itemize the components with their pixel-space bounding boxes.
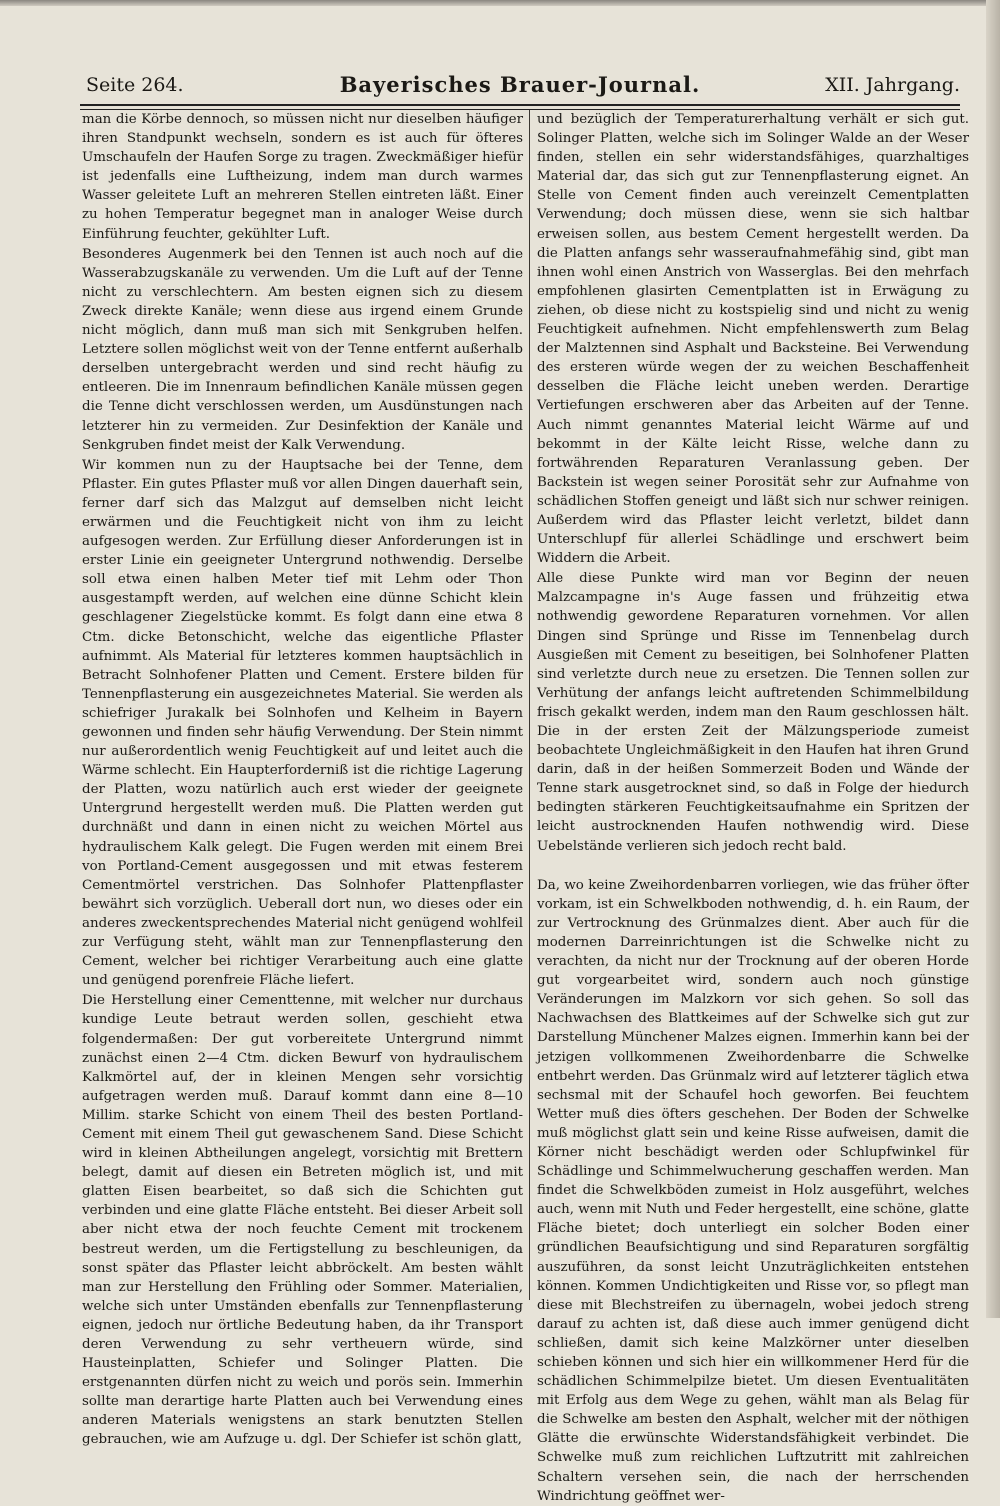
paragraph: und bezüglich der Temperaturerhaltung verhält er sich gut. Solinger Platten, welche sich im Solinger Walde an der Weser finden, stellen ein sehr widerstandsfähiges, quarzhaltiges Material dar, das sich gut zur Tennenpflasterung eignet. An Stelle von Cement finden auch vereinzelt Cementplatten Verwendung; doch müssen diese, wenn sie sich haltbar erweisen sollen, aus bestem Cement hergestellt werden. Da die Platten anfangs sehr wasseraufnahmefähig sind, gibt man ihnen wohl einen Anstrich von Wasserglas. Bei den mehrfach empfohlenen glasirten Cementplatten ist in Erwägung zu ziehen, ob diese nicht zu kostspielig sind und nicht zu wenig Feuchtigkeit aufnehmen. Nicht empfehlenswerth zum Belag der Malztennen sind Asphalt und Backsteine. Bei Verwendung des ersteren würde wegen der zu weichen Beschaffenheit desselben die Fläche leicht uneben werden. Derartige Vertiefungen erschweren aber das Arbeiten auf der Tenne. Auch nimmt genanntes Material leicht Wärme auf und bekommt in der Kälte leicht Risse, welche dann zu fortwährenden Reparaturen Veranlassung geben. Der Backstein ist wegen seiner Porosität sehr zur Aufnahme von schädlichen Stoffen geneigt und läßt sich nur schwer reinigen. Außerdem wird das Pflaster leicht verletzt, bildet dann Unterschlupf für allerlei Schädlinge und erschwert beim Widdern die Arbeit. bbox=[537, 112, 969, 567]
page-number: Seite 264. bbox=[86, 74, 184, 96]
page-top-edge bbox=[0, 0, 1000, 6]
paragraph: Besonderes Augenmerk bei den Tennen ist auch noch auf die Wasserabzugskanäle zu verwenden. Um die Luft auf der Tenne nicht zu verschlechtern. Am besten eignen sich zu diesem Zweck direkte Kanäle; wenn diese aus irgend einem Grunde nicht möglich, dann muß man sich mit Senkgruben helfen. Letztere sollen möglichst weit von der Tenne entfernt außerhalb derselben untergebracht werden und sind recht häufig zu entleeren. Die im Innenraum befindlichen Kanäle müssen gegen die Tenne dicht verschlossen werden, um Ausdünstungen nach letzterer hin zu vermeiden. Zur Desinfektion der Kanäle und Senkgruben findet meist der Kalk Verwendung. bbox=[82, 246, 523, 453]
page-header bbox=[80, 70, 960, 104]
paragraph: Alle diese Punkte wird man vor Beginn der neuen Malzcampagne in's Auge fassen und frühzeitig etwa nothwendig gewordene Reparaturen vornehmen. Vor allen Dingen sind Sprünge und Risse im Tennenbelag durch Ausgießen mit Cement zu beseitigen, bei Solnhofener Platten sind verletzte durch neue zu ersetzen. Die Tennen sollen zur Verhütung der anfangs leicht auftretenden Schimmelbildung frisch gekalkt werden, indem man den Raum geschlossen hält. Die in der ersten Zeit der Mälzungsperiode zumeist beobachtete Ungleichmäßigkeit in den Haufen hat ihren Grund darin, daß in der heißen Sommerzeit Boden und Wände der Tenne stark ausgetrocknet sind, so daß in Folge der hiedurch bedingten stärkeren Feuchtigkeitsaufnahme ein Spritzen der leicht austrocknenden Haufen nothwendig wird. Diese Uebelstände verlieren sich jedoch recht bald. bbox=[537, 571, 969, 854]
volume-label: XII. Jahrgang. bbox=[825, 74, 960, 96]
paragraph: man die Körbe dennoch, so müssen nicht nur dieselben häufiger ihren Standpunkt wechseln, sondern es ist auch für öfteres Umschaufeln der Haufen Sorge zu tragen. Zweckmäßiger hiefür ist jedenfalls eine Luftheizung, indem man durch warmes Wasser geleitete Luft an mehreren Stellen eintreten läßt. Einer zu hohen Temperatur begegnet man in analoger Weise durch Einführung feuchter, gekühlter Luft. bbox=[82, 112, 523, 242]
paragraph: Da, wo keine Zweihordenbarren vorliegen, wie das früher öfter vorkam, ist ein Schwelkboden nothwendig, d. h. ein Raum, der zur Vertrocknung des Grünmalzes dient. Aber auch für die modernen Darreinrichtungen ist die Schwelke nicht zu verachten, da nicht nur der Trocknung auf der oberen Horde gut vorgearbeitet wird, sondern auch noch günstige Veränderungen im Malzkorn vor sich gehen. So soll das Nachwachsen des Blattkeimes auf der Schwelke sich gut zur Darstellung Münchener Malzes eignen. Immerhin kann bei der jetzigen vollkommenen Zweihordenbarre die Schwelke entbehrt werden. Das Grünmalz wird auf letzterer täglich etwa sechsmal mit der Schaufel hoch geworfen. Bei feuchtem Wetter muß dies öfters geschehen. Der Boden der Schwelke muß möglichst glatt sein und keine Risse aufweisen, damit die Körner nicht beschädigt werden oder Schlupfwinkel für Schädlinge und Schimmelwucherung geschaffen werden. Man findet die Schwelkböden zumeist in Holz ausgeführt, welches auch, wenn mit Nuth und Feder hergestellt, eine schöne, glatte Fläche bietet; doch unterliegt ein solcher Boden einer gründlichen Beaufsichtigung und sind Reparaturen sorgfältig auszuführen, da sonst leicht Unzuträglichkeiten entstehen können. Kommen Undichtigkeiten und Risse vor, so pflegt man diese mit Blechstreifen zu übernageln, wobei jedoch streng darauf zu achten ist, daß diese auch immer genügend dicht schließen, damit sich keine Malzkörner unter dieselben schieben können und sich hier ein willkommener Herd für die schädlichen Schimmelpilze bietet. Um diesen Eventualitäten mit Erfolg aus dem Wege zu gehen, wählt man als Belag für die Schwelke am besten den Asphalt, welcher mit der nöthigen Glätte die erwünschte Widerstandsfähigkeit verbindet. Die Schwelke muß zum reichlichen Luftzutritt mit zahlreichen Schaltern versehen sein, die nach der herrschenden Windrichtung geöffnet wer- bbox=[537, 877, 969, 1504]
right-column bbox=[537, 110, 969, 1504]
journal-title: Bayerisches Brauer-Journal. bbox=[339, 72, 701, 97]
paragraph: Wir kommen nun zu der Hauptsache bei der Tenne, dem Pflaster. Ein gutes Pflaster muß vor allen Dingen dauerhaft sein, ferner darf sich das Malzgut auf demselben nicht leicht erwärmen und die Feuchtigkeit nicht von ihm zu leicht aufgesogen werden. Zur Erfüllung dieser Anforderungen ist in erster Linie ein geeigneter Untergrund nothwendig. Derselbe soll etwa einen halben Meter tief mit Lehm oder Thon ausgestampft werden, auf welchen eine dünne Schicht klein geschlagener Ziegelstücke kommt. Es folgt dann eine etwa 8 Ctm. dicke Betonschicht, welche das eigentliche Pflaster aufnimmt. Als Material für letzteres kommen hauptsächlich in Betracht Solnhofener Platten und Cement. Erstere bilden für Tennenpflasterung ein ausgezeichnetes Material. Sie werden als schiefriger Jurakalk bei Solnhofen und Kelheim in Bayern gewonnen und finden sehr häufig Verwendung. Der Stein nimmt nur außerordentlich wenig Feuchtigkeit auf und leitet auch die Wärme schlecht. Ein Haupterforderniß ist die richtige Lagerung der Platten, wozu natürlich auch erst wieder der geeignete Untergrund hergestellt werden muß. Die Platten werden gut durchnäßt und dann in einen nicht zu weichen Mörtel aus hydraulischem Kalk gelegt. Die Fugen werden mit einem Brei von Portland-Cement ausgegossen und mit etwas festerem Cementmörtel verstrichen. Das Solnhofer Plattenpflaster bewährt sich vorzüglich. Ueberall dort nun, wo dieses oder ein anderes zweckentsprechendes Material nicht genügend wohlfeil zur Verfügung steht, wählt man zur Tennenpflasterung den Cement, welcher bei richtiger Verarbeitung auch eine glatte und genügend porenfreie Fläche liefert. bbox=[82, 457, 523, 989]
left-column bbox=[82, 110, 523, 1448]
paragraph: Die Herstellung einer Cementtenne, mit welcher nur durchaus kundige Leute betraut werden sollen, geschieht etwa folgendermaßen: Der gut vorbereitete Untergrund nimmt zunächst einen 2—4 Ctm. dicken Bewurf von hydraulischem Kalkmörtel auf, der in kleinen Mengen sehr vorsichtig aufgetragen werden muß. Darauf kommt dann eine 8—10 Millim. starke Schicht von einem Theil des besten Portland-Cement mit einem Theil gut gewaschenem Sand. Diese Schicht wird in kleinen Abtheilungen angelegt, vorsichtig mit Brettern belegt, damit auf diesen ein Betreten möglich ist, und mit glatten Eisen bearbeitet, so daß sich die Schichten gut verbinden und eine glatte Fläche entsteht. Bei dieser Arbeit soll aber nicht etwa der noch feuchte Cement mit trockenem bestreut werden, um die Fertigstellung zu beschleunigen, da sonst später das Pflaster leicht abbröckelt. Am besten wählt man zur Herstellung den Frühling oder Sommer. Materialien, welche sich unter Umständen ebenfalls zur Tennenpflasterung eignen, jedoch nur örtliche Bedeutung haben, da ihr Transport deren Verwendung zu sehr vertheuern würde, sind Hausteinplatten, Schiefer und Solinger Platten. Die erstgenannten dürfen nicht zu weich und porös sein. Immerhin sollte man derartige harte Platten auch bei Verwendung eines anderen Materials wenigstens an stark benutzten Stellen gebrauchen, wie am Aufzuge u. dgl. Der Schiefer ist schön glatt, bbox=[82, 993, 523, 1448]
page-right-edge bbox=[986, 0, 1000, 1318]
column-separator bbox=[529, 110, 530, 1300]
